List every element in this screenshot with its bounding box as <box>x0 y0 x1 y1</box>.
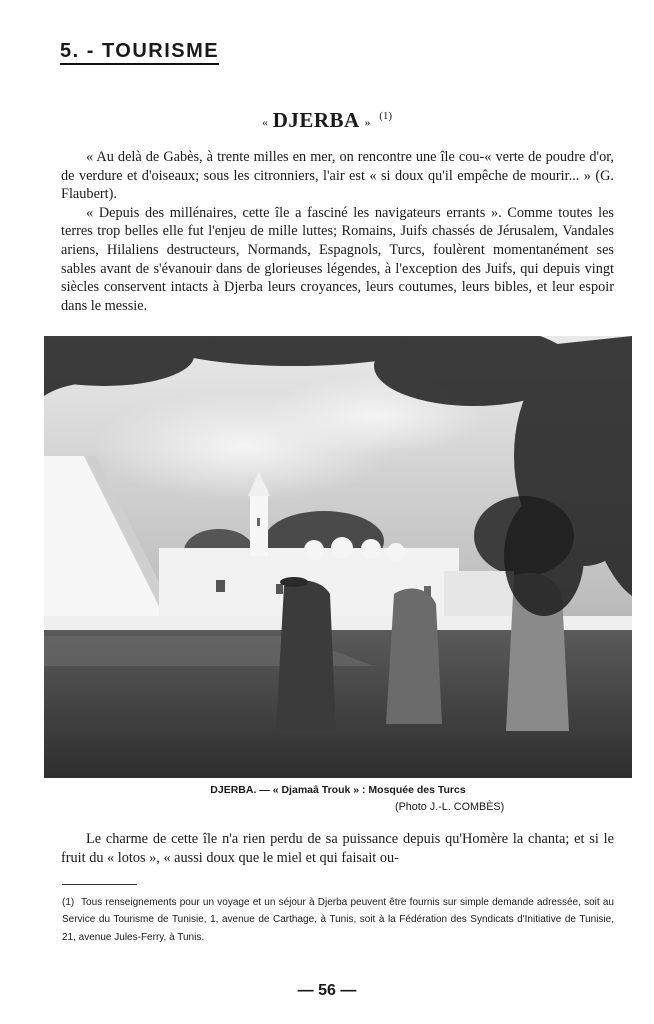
title-text: DJERBA <box>272 108 360 132</box>
title-open-quote: « <box>261 115 268 129</box>
footnote-text: Tous renseignements pour un voyage et un séjour à Djerba peuvent être fournis sur simple demande adressée, soit au Service du Tourisme de Tunisie, 1, avenue de Carthage, à Tunis, soit à la Fédération des Syndicats d'Initiative de Tunisie, 21, avenue Jules-Ferry, à Tunis. <box>62 897 614 943</box>
mosque-photo <box>44 336 632 778</box>
continuation-text <box>61 830 614 867</box>
photo-credit: (Photo J.-L. COMBÈS) <box>395 801 505 813</box>
title-close-quote: » <box>364 115 371 129</box>
section-heading: 5. - TOURISME <box>60 40 219 65</box>
paragraph-homer: Le charme de cette île n'a rien perdu de sa puissance depuis qu'Homère la chanta; et si le fruit du « lotos », « aussi doux que le miel et qui faisait ou- <box>61 831 614 866</box>
intro-text <box>61 148 614 315</box>
paragraph-flaubert-quote: « Au delà de Gabès, à trente milles en mer, on rencontre une île cou-« verte de poudre d'or, de verdure et d'oiseaux; sous les citronniers, l'air est « si doux qu'il empêche de mourir... » (G. Flaubert). <box>61 149 614 203</box>
title-footnote-marker: (1) <box>379 110 393 122</box>
page-number: — 56 — <box>297 982 357 999</box>
mosque-photo-illustration <box>44 336 632 778</box>
caption-title: DJERBA. — « Djamaâ Trouk » : Mosquée des Turcs <box>210 784 466 796</box>
article-title <box>0 104 654 134</box>
paragraph-history: « Depuis des millénaires, cette île a fasciné les navigateurs errants ». Comme toutes les terres trop belles elle fut l'enjeu de mille luttes; Romains, Juifs chassés de Jérusalem, Vandales ariens, Hilaliens destructeurs, Normands, Espagnols, Turcs, foulèrent momentanément ses sables avant de s'évanouir dans de glorieuses légendes, à l'exception des Juifs, qui depuis vingt siècles conservent intacts à Djerba leurs croyances, leurs coutumes, leurs bibles, et leur espoir dans le messie. <box>61 204 614 314</box>
footnote <box>62 894 614 946</box>
footnote-number: (1) <box>62 897 75 908</box>
footnote-rule <box>62 884 137 885</box>
photo-caption <box>44 782 632 816</box>
